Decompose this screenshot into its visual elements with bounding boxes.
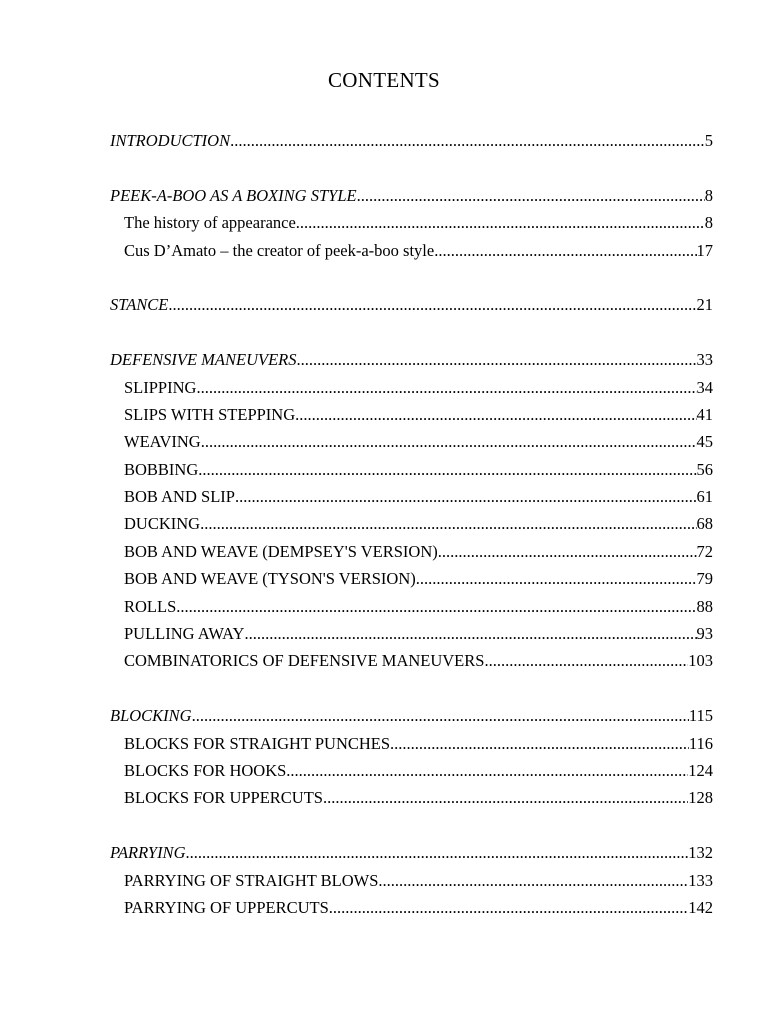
toc-page-number: 61 [696, 487, 713, 507]
toc-leader-dots [200, 510, 696, 537]
toc-item-label: BLOCKS FOR UPPERCUTS [124, 788, 323, 808]
toc-leader-dots [323, 784, 688, 811]
toc-item-blocks-uppercuts[interactable] [110, 784, 713, 811]
toc-spacer [110, 675, 713, 702]
toc-item-label: SLIPS WITH STEPPING [124, 404, 296, 424]
toc-leader-dots [185, 839, 688, 866]
toc-item-combinatorics[interactable] [110, 647, 713, 674]
toc-item-label: BOB AND WEAVE (DEMPSEY'S VERSION) [124, 541, 438, 561]
toc-page-number: 34 [696, 377, 713, 397]
toc-leader-dots [434, 237, 696, 264]
toc-item-label: ROLLS [124, 596, 177, 616]
toc-leader-dots [192, 702, 689, 729]
toc-leader-dots [230, 127, 705, 154]
toc-leader-dots [329, 894, 688, 921]
toc-leader-dots [296, 209, 705, 236]
toc-item-parrying-straight[interactable] [110, 867, 713, 894]
toc-page-number: 93 [696, 624, 713, 644]
toc-page-number: 8 [704, 185, 713, 205]
toc-leader-dots [357, 182, 705, 209]
table-of-contents [110, 127, 713, 921]
toc-item-parrying-uppercuts[interactable] [110, 894, 713, 921]
toc-page-number: 33 [696, 350, 713, 370]
toc-item-slips-with-stepping[interactable] [110, 401, 713, 428]
toc-page-number: 133 [688, 870, 713, 890]
toc-page-number: 116 [688, 733, 713, 753]
toc-item-bob-and-slip[interactable] [110, 483, 713, 510]
toc-item-label: BLOCKS FOR HOOKS [124, 760, 287, 780]
toc-page-number: 88 [696, 596, 713, 616]
toc-section-label: INTRODUCTION [110, 131, 231, 150]
toc-section-stance[interactable] [110, 291, 713, 318]
toc-item-label: PARRYING OF UPPERCUTS [124, 897, 329, 917]
toc-item-bob-and-weave-tyson[interactable] [110, 565, 713, 592]
toc-leader-dots [244, 620, 696, 647]
toc-item-weaving[interactable] [110, 428, 713, 455]
toc-page-number: 68 [696, 514, 713, 534]
toc-leader-dots [378, 867, 688, 894]
toc-leader-dots [235, 483, 697, 510]
toc-page-number: 132 [688, 843, 713, 863]
toc-page-number: 56 [696, 459, 713, 479]
toc-section-parrying[interactable] [110, 839, 713, 866]
toc-item-label: BLOCKS FOR STRAIGHT PUNCHES [124, 733, 391, 753]
toc-section-defensive-maneuvers[interactable] [110, 346, 713, 373]
toc-section-label: PARRYING [110, 843, 186, 863]
toc-leader-dots [286, 757, 688, 784]
toc-section-label: PEEK-A-BOO AS A BOXING STYLE [110, 185, 357, 205]
toc-leader-dots [295, 401, 696, 428]
toc-page-number: 142 [688, 897, 713, 917]
toc-page-number: 21 [696, 295, 713, 315]
toc-section-blocking[interactable] [110, 702, 713, 729]
toc-item-blocks-straight[interactable] [110, 730, 713, 757]
toc-section-label: DEFENSIVE MANEUVERS [110, 350, 297, 370]
toc-item-label: COMBINATORICS OF DEFENSIVE MANEUVERS [124, 651, 485, 671]
toc-page-number: 8 [704, 213, 713, 233]
toc-page-number: 124 [688, 760, 713, 780]
toc-item-label: BOBBING [124, 459, 199, 479]
toc-leader-dots [297, 346, 697, 373]
toc-item-ducking[interactable] [110, 510, 713, 537]
page-title: CONTENTS [327, 68, 441, 92]
toc-page-number: 115 [688, 706, 713, 726]
toc-item-label: BOB AND WEAVE (TYSON'S VERSION) [124, 569, 416, 589]
toc-page-number: 128 [688, 788, 713, 808]
toc-page-number: 5 [704, 131, 713, 150]
toc-item-cus-damato[interactable] [110, 237, 713, 264]
toc-item-pulling-away[interactable] [110, 620, 713, 647]
toc-item-slipping[interactable] [110, 374, 713, 401]
toc-item-label: SLIPPING [124, 377, 197, 397]
toc-spacer [110, 319, 713, 346]
toc-item-rolls[interactable] [110, 593, 713, 620]
toc-item-label: The history of appearance [124, 213, 296, 233]
toc-leader-dots [390, 730, 689, 757]
toc-leader-dots [416, 565, 697, 592]
toc-leader-dots [176, 593, 696, 620]
toc-section-peek-a-boo[interactable] [110, 182, 713, 209]
toc-item-label: PARRYING OF STRAIGHT BLOWS [124, 870, 379, 890]
toc-item-bob-and-weave-dempsey[interactable] [110, 538, 713, 565]
toc-section-label: BLOCKING [110, 706, 192, 726]
toc-item-label: Cus D’Amato – the creator of peek-a-boo style [124, 240, 435, 260]
toc-item-blocks-hooks[interactable] [110, 757, 713, 784]
toc-spacer [110, 154, 713, 181]
toc-section-label: STANCE [110, 295, 169, 315]
toc-page-number: 103 [688, 651, 713, 671]
toc-page-number: 72 [696, 541, 713, 561]
toc-item-label: DUCKING [124, 514, 201, 534]
toc-leader-dots [484, 647, 688, 674]
toc-leader-dots [198, 456, 696, 483]
toc-page-number: 45 [696, 432, 713, 452]
toc-item-bobbing[interactable] [110, 456, 713, 483]
toc-spacer [110, 264, 713, 291]
toc-spacer [110, 812, 713, 839]
toc-item-label: WEAVING [124, 432, 201, 452]
toc-leader-dots [438, 538, 697, 565]
toc-section-introduction[interactable] [110, 127, 713, 154]
toc-page-number: 17 [696, 240, 713, 260]
toc-leader-dots [201, 428, 697, 455]
toc-item-label: BOB AND SLIP [124, 487, 235, 507]
toc-page-number: 41 [696, 404, 713, 424]
toc-leader-dots [196, 374, 696, 401]
toc-item-label: PULLING AWAY [124, 624, 245, 644]
toc-leader-dots [168, 291, 696, 318]
toc-item-history[interactable] [110, 209, 713, 236]
toc-page-number: 79 [696, 569, 713, 589]
